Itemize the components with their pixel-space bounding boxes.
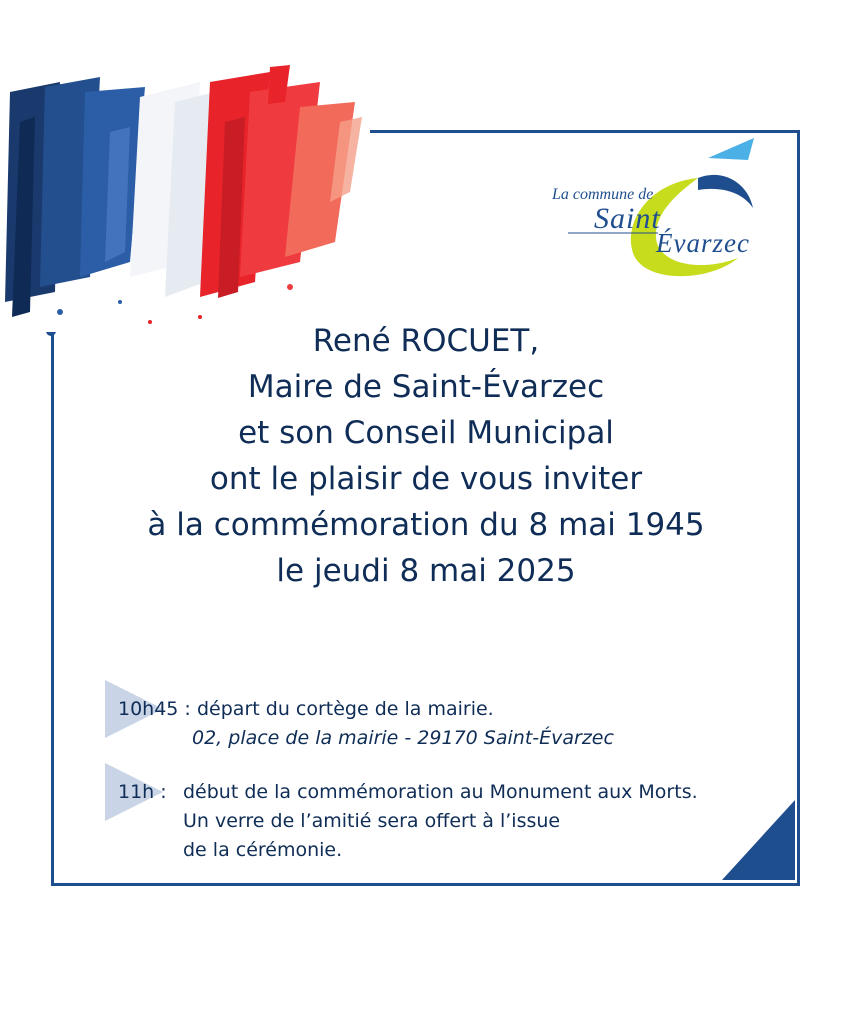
schedule-text: Un verre de l’amitié sera offert à l’issue <box>183 810 561 832</box>
logo-name-evarzec: Évarzec <box>656 228 750 258</box>
headline-line: à la commémoration du 8 mai 1945 <box>147 507 705 543</box>
saint-evarzec-logo <box>548 138 793 288</box>
headline-line: Maire de Saint-Évarzec <box>247 369 605 405</box>
schedule-address: 02, place de la mairie - 29170 Saint-Évarzec <box>192 727 614 749</box>
headline-line: René ROCUET, <box>312 323 540 359</box>
invitation-headline <box>100 318 752 594</box>
corner-triangle-icon <box>722 800 797 882</box>
schedule-time: 10h45 : <box>118 698 191 720</box>
headline-line: et son Conseil Municipal <box>238 415 614 451</box>
schedule-time: 11h : <box>118 781 167 803</box>
headline-line: le jeudi 8 mai 2025 <box>276 553 576 589</box>
logo-name-saint: Saint <box>594 202 661 235</box>
schedule-text: de la cérémonie. <box>183 839 343 861</box>
schedule-text: départ du cortège de la mairie. <box>197 698 494 720</box>
logo-prefix: La commune de <box>552 186 654 203</box>
french-flag-brush-image <box>0 62 370 332</box>
schedule-text: début de la commémoration au Monument aux Morts. <box>183 781 698 803</box>
headline-line: ont le plaisir de vous inviter <box>209 461 643 497</box>
